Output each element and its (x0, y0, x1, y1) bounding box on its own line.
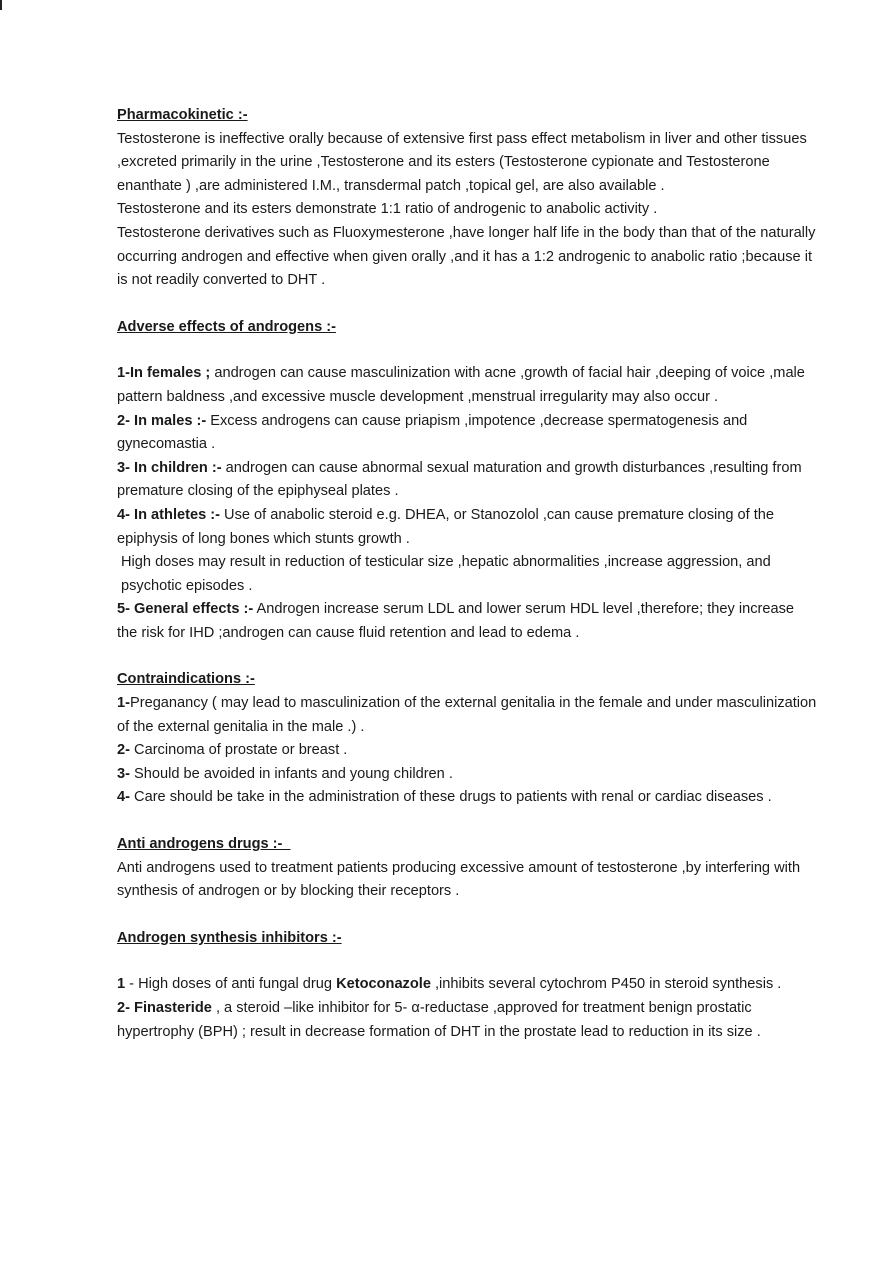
list-item (117, 504, 817, 551)
item-label: 2- Finasteride (117, 1000, 212, 1016)
list-item (117, 997, 817, 1044)
item-text: Preganancy ( may lead to masculinization of the external genitalia in the female and under masculinization of the external genitalia in the male .) . (117, 695, 817, 735)
list-item (117, 410, 817, 457)
item-text: Excess androgens can cause priapism ,impotence ,decrease spermatogenesis and gynecomastia . (117, 412, 748, 453)
list-item (117, 763, 817, 787)
paragraph: Anti androgens used to treatment patients producing excessive amount of testosterone ,by interfering with synthesis of androgen or by blocking their receptors . (117, 859, 801, 900)
section-heading: Adverse effects of androgens :- (117, 318, 336, 335)
item-text: - High doses of anti fungal drug (125, 976, 337, 993)
item-label: 2- In males :- (117, 412, 207, 429)
section-contraindications (117, 668, 817, 810)
item-label: 1-In females ; (117, 365, 211, 382)
item-text: Should be avoided in infants and young children . (129, 765, 453, 782)
item-text: Carcinoma of prostate or breast . (129, 742, 348, 759)
item-text: High doses may result in reduction of testicular size ,hepatic abnormalities ,increase aggression, and psychotic episodes . (121, 554, 771, 594)
item-label: 3- In children :- (117, 459, 222, 476)
item-label: 4- (117, 789, 130, 806)
section-heading: Contraindications :- (117, 671, 255, 688)
list-item (117, 598, 817, 645)
section-androgen-synthesis-inhibitors (117, 927, 817, 1044)
list-item (117, 692, 817, 739)
list-item (117, 551, 817, 598)
item-text: Care should be take in the administration of these drugs to patients with renal or cardiac diseases . (129, 789, 772, 806)
paragraph: Testosterone is ineffective orally because of extensive first pass effect metabolism in liver and other tissues ,excreted primarily in the urine ,Testosterone and its esters (Testosterone cypionate and Testosterone enanthate ) ,are administered I.M., transdermal patch ,topical gel, are also available . (117, 130, 807, 194)
document-body (117, 104, 817, 1044)
item-label: 1 (117, 976, 126, 993)
synthesis-list (117, 973, 817, 1044)
item-text: androgen can cause masculinization with acne ,growth of facial hair ,deeping of voice ,male pattern baldness ,and excessive muscle development ,menstrual irregularity may also occur . (117, 365, 805, 405)
scan-edge-mark (0, 0, 2, 10)
list-item (117, 457, 817, 504)
section-anti-androgens (117, 833, 817, 904)
paragraph: Testosterone derivatives such as Fluoxymesterone ,have longer half life in the body than that of the naturally occurring androgen and effective when given orally ,and it has a 1:2 androgenic to anabolic ratio ;because it is not readily converted to DHT . (117, 224, 816, 289)
section-heading: Androgen synthesis inhibitors :- (117, 929, 342, 946)
paragraph: Testosterone and its esters demonstrate 1:1 ratio of androgenic to anabolic activity . (117, 201, 658, 218)
list-item (117, 786, 817, 810)
drug-name: Ketoconazole (336, 976, 431, 993)
adverse-list (117, 362, 817, 645)
list-item (117, 739, 817, 763)
section-pharmacokinetic (117, 104, 817, 293)
item-text: , a steroid –like inhibitor for 5- α-reductase ,approved for treatment benign prostatic hypertrophy (BPH) ; result in decrease formation of DHT in the prostate lead to reduction in its size . (117, 1000, 761, 1040)
list-item (117, 362, 817, 409)
item-label: 1- (117, 695, 130, 712)
item-label: 5- General effects :- (117, 601, 254, 618)
section-adverse-effects (117, 316, 817, 646)
item-label: 3- (117, 765, 130, 782)
item-text: Androgen increase serum LDL and lower serum HDL level ,therefore; they increase the risk for IHD ;androgen can cause fluid retention and lead to edema . (117, 601, 795, 641)
item-label: 2- (117, 742, 130, 759)
item-label: 4- In athletes :- (117, 506, 220, 523)
section-heading: Pharmacokinetic :- (117, 107, 248, 123)
item-text: Use of anabolic steroid e.g. DHEA, or Stanozolol ,can cause premature closing of the epiphysis of long bones which stunts growth . (117, 506, 775, 547)
section-heading: Anti androgens drugs :- (117, 836, 291, 853)
item-text: ,inhibits several cytochrom P450 in steroid synthesis . (430, 976, 782, 993)
list-item (117, 973, 817, 997)
item-text: androgen can cause abnormal sexual maturation and growth disturbances ,resulting from premature closing of the epiphyseal plates . (117, 459, 802, 500)
